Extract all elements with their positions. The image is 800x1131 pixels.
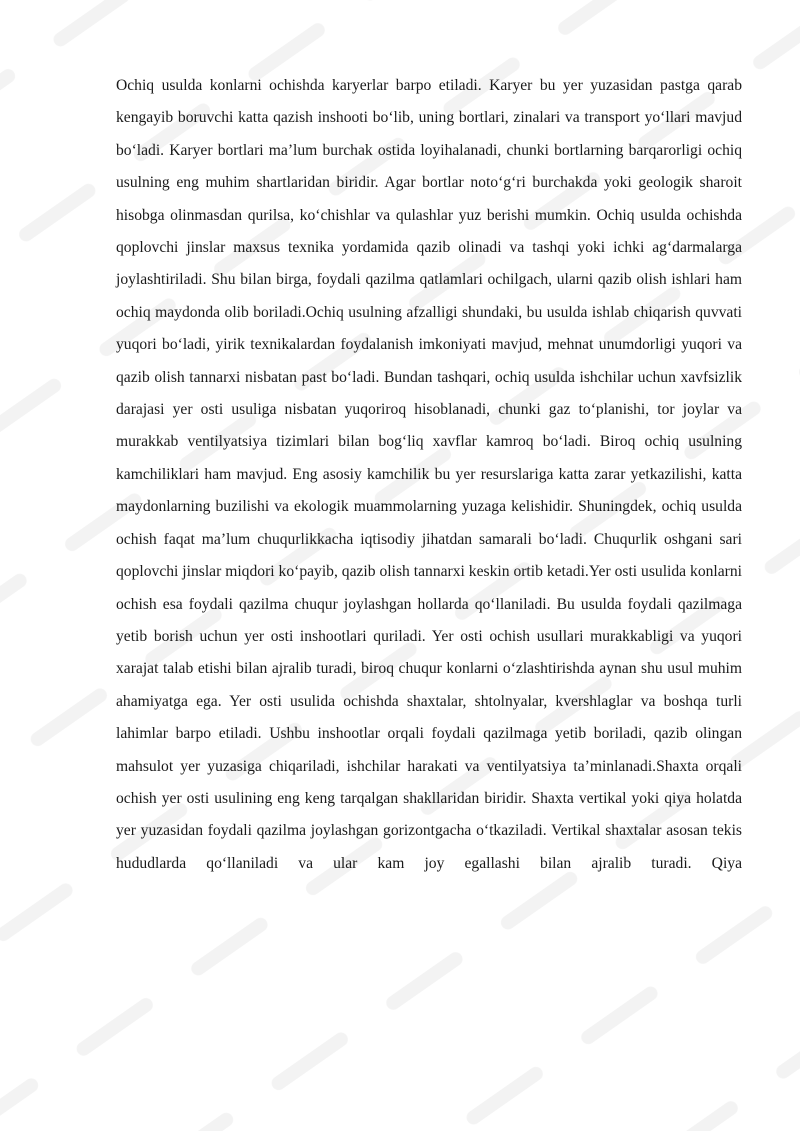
body-paragraph: Ochiq usulda konlarni ochishda karyerlar barpo etiladi. Karyer bu yer yuzasidan pastga qarab kengayib boruvchi katta qazish inshooti bo‘lib, uning bortlari, zinalari va transport yo‘llari mavjud bo‘ladi. Karyer bortlari ma’lum burchak ostida loyihalanadi, chunki bortlarning barqarorligi ochiq usulning eng muhim shartlaridan biridir. Agar bortlar noto‘g‘ri burchakda yoki geologik sharoit hisobga olinmasdan qurilsa, ko‘chishlar va qulashlar yuz berishi mumkin. Ochiq usulda ochishda qoplovchi jinslar maxsus texnika yordamida qazib olinadi va tashqi yoki ichki ag‘darmalarga joylashtiriladi. Shu bilan birga, foydali qazilma qatlamlari ochilgach, ularni qazib olish ishlari ham ochiq maydonda olib boriladi.Ochiq usulning afzalligi shundaki, bu usulda ishlab chiqarish quvvati yuqori bo‘ladi, yirik texnikalardan foydalanish imkoniyati mavjud, mehnat unumdorligi yuqori va qazib olish tannarxi nisbatan past bo‘ladi. Bundan tashqari, ochiq usulda ishchilar uchun xavfsizlik darajasi yer osti usuliga nisbatan yuqoriroq hisoblanadi, chunki gaz to‘planishi, tor joylar va murakkab ventilyatsiya tizimlari bilan bog‘liq xavflar kamroq bo‘ladi. Biroq ochiq usulning kamchiliklari ham mavjud. Eng asosiy kamchilik bu yer resurslariga katta zarar yetkazilishi, katta maydonlarning buzilishi va ekologik muammolarning yuzaga kelishidir. Shuningdek, ochiq usulda ochish faqat ma’lum chuqurlikkacha iqtisodiy jihatdan samarali bo‘ladi. Chuqurlik oshgani sari qoplovchi jinslar miqdori ko‘payib, qazib olish tannarxi keskin ortib ketadi.Yer osti usulida konlarni ochish esa foydali qazilma chuqur joylashgan hollarda qo‘llaniladi. Bu usulda foydali qazilmaga yetib borish uchun yer osti inshootlari quriladi. Yer osti ochish usullari murakkabligi va yuqori xarajat talab etishi bilan ajralib turadi, biroq chuqur konlarni o‘zlashtirishda aynan shu usul muhim ahamiyatga ega. Yer osti usulida ochishda shaxtalar, shtolnyalar, kvershlaglar va boshqa turli lahimlar barpo etiladi. Ushbu inshootlar orqali foydali qazilmaga yetib boriladi, qazib olingan mahsulot yer yuzasiga chiqariladi, ishchilar harakati va ventilyatsiya ta’minlanadi.Shaxta orqali ochish yer osti usulining eng keng tarqalgan shakllaridan biridir. Shaxta vertikal yoki qiya holatda yer yuzasidan foydali qazilma joylashgan gorizontgacha o‘tkaziladi. Vertikal shaxtalar asosan tekis hududlarda qo‘llaniladi va ular kam joy egallashi bilan ajralib turadi. Qiya (116, 77, 742, 872)
